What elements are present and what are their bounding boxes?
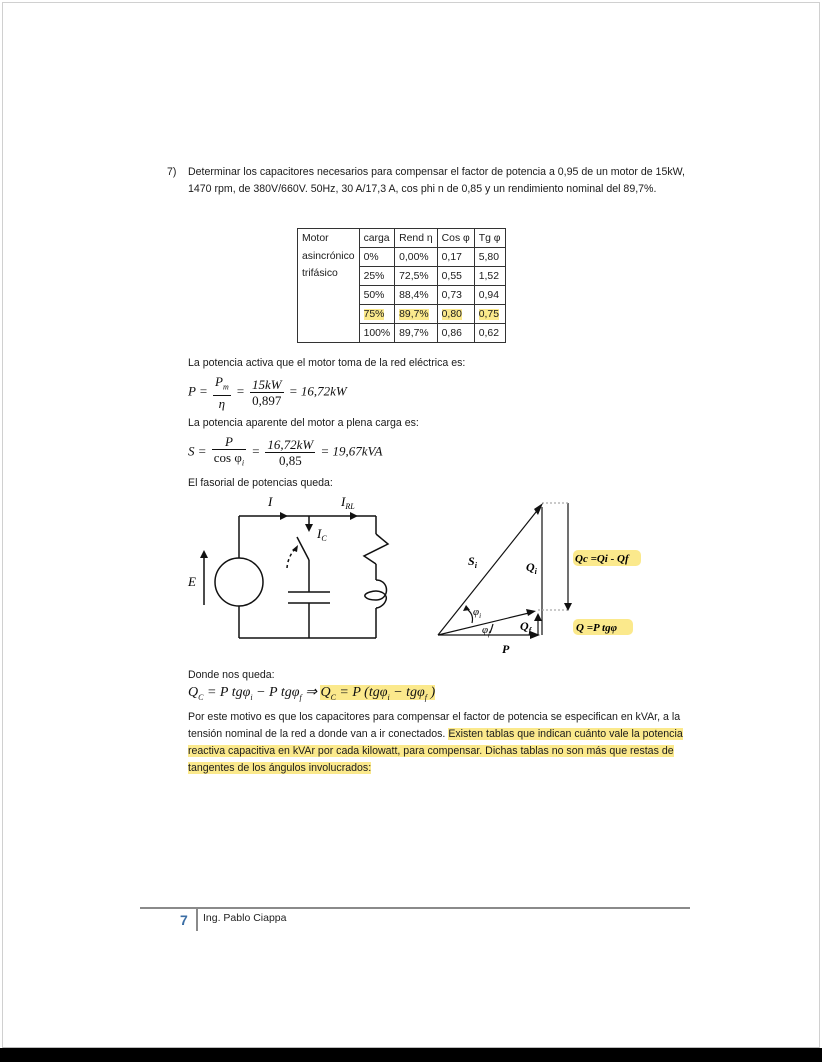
apparent-power-intro: La potencia aparente del motor a plena carga es: bbox=[188, 417, 419, 429]
active-power-formula bbox=[188, 374, 347, 411]
resistor bbox=[364, 534, 388, 564]
arrow-head bbox=[463, 605, 470, 611]
table-cell: 50% bbox=[359, 286, 395, 305]
table-cell: 0,73 bbox=[437, 286, 474, 305]
q-formula: Q =P tgφ bbox=[576, 622, 618, 634]
label-q-initial: $Q_i$ bbox=[526, 560, 537, 576]
question-number: 7) bbox=[167, 166, 177, 178]
table-cell: 72,5% bbox=[395, 267, 438, 286]
footer-rule bbox=[140, 907, 690, 909]
phasor-diagram bbox=[430, 495, 650, 660]
fraction bbox=[212, 434, 246, 471]
label-phi-initial: $\varphi_i$ bbox=[473, 606, 482, 620]
label-irl: $I_{RL}$ bbox=[341, 494, 355, 511]
equals: = bbox=[251, 443, 261, 459]
fraction-numerator: 16,72kW bbox=[267, 436, 314, 452]
highlighted-value: 75% bbox=[363, 308, 385, 320]
table-cell: 0,17 bbox=[437, 248, 474, 267]
formula-lhs: P = bbox=[188, 383, 208, 399]
arrow-head bbox=[526, 609, 536, 616]
table-header-cell: Rend η bbox=[395, 229, 438, 248]
table-cell: 88,4% bbox=[395, 286, 438, 305]
formula-part: = P tgφ bbox=[203, 685, 251, 700]
fraction-numerator: P bbox=[212, 434, 246, 450]
table-cell: 1,52 bbox=[474, 267, 505, 286]
circuit-diagram bbox=[180, 492, 410, 652]
fraction-denominator: 0,897 bbox=[252, 392, 282, 408]
formula-result: = 19,67kVA bbox=[320, 443, 383, 459]
phasor-intro: El fasorial de potencias queda: bbox=[188, 477, 333, 489]
subscript: C bbox=[330, 692, 336, 702]
subscript: f bbox=[299, 692, 302, 702]
motor-label-cell bbox=[298, 229, 360, 343]
formula-result: = 16,72kW bbox=[288, 383, 347, 399]
label-phi-final: $\varphi_f$ bbox=[482, 624, 491, 638]
fraction bbox=[213, 374, 231, 411]
table-cell: 25% bbox=[359, 267, 395, 286]
arrow-head bbox=[305, 524, 313, 532]
table-cell: 89,7% bbox=[395, 324, 438, 343]
highlighted-value: 89,7% bbox=[399, 308, 429, 320]
fraction-denominator: cos φ bbox=[213, 450, 242, 465]
question-text: Determinar los capacitores necesarios para compensar el factor de potencia a 0,95 de un motor de 15kW, 1470 rpm, de 380V/660V. 50Hz, 30 A/17,3 A, cos phi n de 0,85 y un rendimiento nominal del 89,7%. bbox=[188, 166, 685, 195]
fraction-denominator: η bbox=[218, 395, 226, 411]
motor-data-table bbox=[297, 228, 506, 343]
table-cell: 0,62 bbox=[474, 324, 505, 343]
subscript: m bbox=[222, 382, 229, 392]
angle-arc-final bbox=[490, 624, 493, 633]
table-cell: 100% bbox=[359, 324, 395, 343]
motor-label-line: trifásico bbox=[302, 268, 338, 279]
fraction bbox=[265, 437, 315, 468]
highlighted-value: 0,75 bbox=[478, 308, 499, 320]
inductor bbox=[365, 580, 387, 608]
conclusion-highlighted-text: Existen tablas que indican cuánto vale la potencia reactiva capacitiva en kVAr por cada kilowatt, para compensar. Dichas tablas no son más que restas de tangentes de los ángulos involucrados: bbox=[188, 728, 683, 774]
bottom-bar bbox=[0, 1048, 822, 1062]
subscript: f bbox=[424, 692, 428, 702]
formula-part: = P (tgφ bbox=[335, 685, 388, 700]
arrow-head bbox=[280, 512, 288, 520]
conclusion-text: Por este motivo es que los capacitores para compensar el factor de potencia se especifican en kVAr, a la tensión nominal de la red a donde van a ir conectados. bbox=[188, 711, 681, 740]
formula-lhs: S = bbox=[188, 443, 207, 459]
subscript: i bbox=[250, 692, 253, 702]
table-header-row bbox=[298, 229, 506, 248]
label-p: P bbox=[502, 642, 510, 656]
arrow-head bbox=[564, 603, 572, 611]
fraction bbox=[250, 377, 284, 408]
formula-part: − tgφ bbox=[389, 685, 425, 700]
table-header-cell: carga bbox=[359, 229, 395, 248]
page-number: 7 bbox=[180, 912, 188, 928]
capacitor-formula bbox=[188, 684, 435, 702]
voltage-source bbox=[215, 558, 263, 606]
fraction-denominator: 0,85 bbox=[278, 452, 302, 468]
motor-label-line: Motor bbox=[302, 233, 329, 244]
highlighted-formula bbox=[320, 685, 435, 700]
formula-part: − P tgφ bbox=[252, 685, 300, 700]
subscript: C bbox=[198, 692, 204, 702]
subscript: i bbox=[387, 692, 390, 702]
label-i: I bbox=[268, 494, 273, 509]
table-cell bbox=[395, 305, 438, 324]
motor-label-line: asincrónico bbox=[302, 250, 355, 262]
switch bbox=[297, 537, 309, 560]
table-cell: 0,94 bbox=[474, 286, 505, 305]
arrow-head bbox=[350, 512, 358, 520]
table-header-cell: Tg φ bbox=[474, 229, 505, 248]
result-intro: Donde nos queda: bbox=[188, 669, 275, 681]
table-cell: 0% bbox=[359, 248, 395, 267]
page-frame bbox=[2, 2, 820, 1048]
highlighted-value: 0,80 bbox=[441, 308, 462, 320]
equals: = bbox=[235, 383, 245, 399]
table-cell: 0,55 bbox=[437, 267, 474, 286]
table-cell bbox=[474, 305, 505, 324]
table-cell bbox=[359, 305, 395, 324]
table-cell: 0,00% bbox=[395, 248, 438, 267]
label-e: E bbox=[188, 574, 196, 589]
fraction-numerator: 15kW bbox=[252, 376, 282, 392]
active-power-intro: La potencia activa que el motor toma de la red eléctrica es: bbox=[188, 357, 466, 369]
phasor-s-initial bbox=[438, 507, 540, 635]
arrow-head bbox=[200, 550, 208, 558]
label-ic: $I_C$ bbox=[317, 526, 327, 543]
label-q-final: $Q_f$ bbox=[520, 619, 532, 635]
subscript: i bbox=[241, 458, 245, 468]
footer-author: Ing. Pablo Ciappa bbox=[203, 912, 287, 924]
implies-arrow: ⇒ bbox=[301, 685, 321, 700]
formula-part: ) bbox=[427, 685, 436, 700]
qc-formula: Qc =Qi - Qf bbox=[575, 553, 629, 565]
formula-part: Q bbox=[320, 685, 331, 700]
fraction-numerator: P bbox=[214, 374, 223, 389]
formula-part: Q bbox=[188, 685, 199, 700]
table-header-cell: Cos φ bbox=[437, 229, 474, 248]
table-cell bbox=[437, 305, 474, 324]
apparent-power-formula bbox=[188, 434, 382, 471]
footer-divider bbox=[196, 909, 198, 931]
arrow-head bbox=[534, 613, 542, 621]
angle-arc-initial bbox=[468, 610, 473, 623]
label-s-initial: $S_i$ bbox=[468, 554, 477, 570]
table-cell: 0,86 bbox=[437, 324, 474, 343]
conclusion-paragraph bbox=[188, 709, 688, 777]
table-cell: 5,80 bbox=[474, 248, 505, 267]
